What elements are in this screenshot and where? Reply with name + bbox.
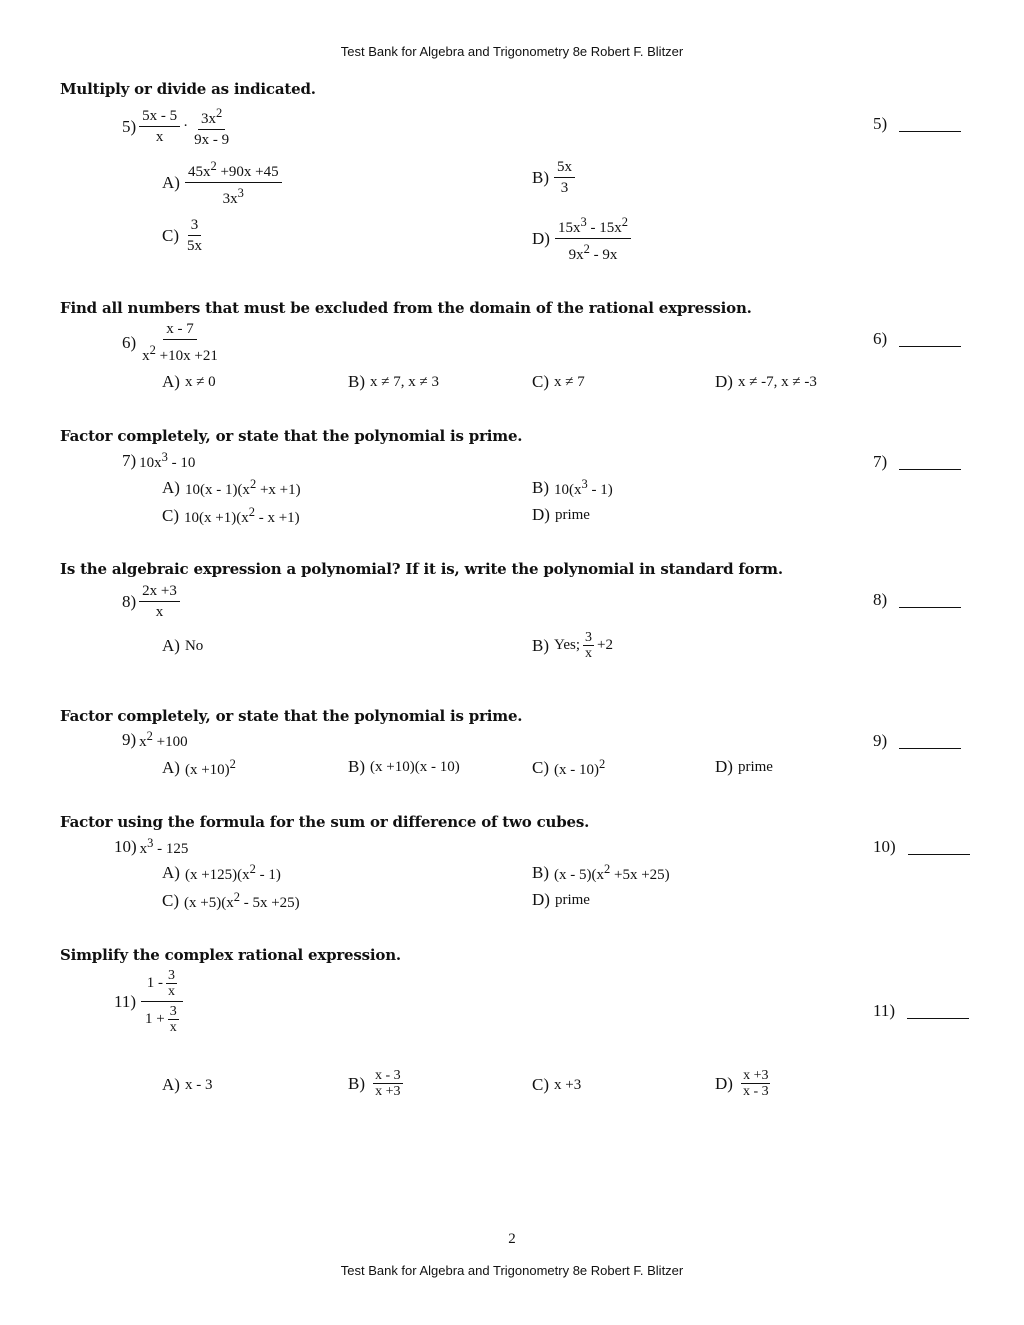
answer-blank-8[interactable]: 8) (873, 590, 961, 610)
option-5b[interactable] (532, 158, 575, 197)
section-instruction-q10: Factor using the formula for the sum or difference of two cubes. (60, 813, 590, 831)
multiply-dot: · (183, 118, 189, 134)
answer-blank-10[interactable]: 10) (873, 837, 970, 857)
section-instruction-q7: Factor completely, or state that the polynomial is prime. (60, 427, 523, 445)
option-9a[interactable]: A) $(x +10)^2$ (162, 757, 236, 778)
page-number: 2 (508, 1231, 516, 1247)
option-9d[interactable]: D) prime (715, 757, 773, 776)
option-10c[interactable]: C) $(x +5)(x^2 - 5x +25)$ (162, 890, 300, 911)
question-10: 10) $x^3 - 125$ (114, 836, 189, 857)
option-8b[interactable]: B) Yes; 3 x +2 (532, 630, 613, 661)
fraction: $\frac{45x^2 +90x +45}{3x^3}$ (185, 157, 282, 208)
numerator: 5x - 5 (139, 107, 180, 127)
option-11b[interactable]: B) x - 3 x +3 (348, 1068, 401, 1099)
question-6 (122, 320, 221, 365)
option-6d[interactable]: D) x ≠ -7, x ≠ -3 (715, 372, 817, 391)
question-5 (122, 104, 232, 149)
fraction: $\frac{15x^3 - 15x^2}{9x^2 - 9x}$ (555, 213, 631, 264)
fraction (191, 104, 232, 149)
option-7c[interactable]: C) $10(x +1)(x^2 - x +1)$ (162, 505, 300, 526)
option-9c[interactable]: C) (x - 10)$^2$ (532, 757, 606, 778)
option-7d[interactable]: D) prime (532, 505, 590, 524)
option-5d[interactable] (532, 213, 631, 264)
option-11d[interactable]: D) x +3 x - 3 (715, 1068, 769, 1099)
option-11a[interactable]: A) x - 3 (162, 1075, 213, 1094)
answer-blank-6[interactable]: 6) (873, 329, 961, 349)
option-7a[interactable]: A) $10(x - 1)(x^2 +x +1)$ (162, 477, 301, 498)
section-instruction-q8: Is the algebraic expression a polynomial? If it is, write the polynomial in standard form. (60, 560, 783, 578)
question-9: 9) $x^2 +100$ (122, 729, 188, 750)
page-header: Test Bank for Algebra and Trigonometry 8e Robert F. Blitzer (340, 44, 684, 59)
section-instruction-q9: Factor completely, or state that the polynomial is prime. (60, 707, 523, 725)
answer-blank-11[interactable]: 11) (873, 1001, 969, 1021)
option-6c[interactable]: C) x ≠ 7 (532, 372, 585, 391)
fraction: $\frac{x - 7}{x^2 +10x +21}$ (142, 321, 218, 364)
option-10a[interactable]: A) $(x +125)(x^2 - 1)$ (162, 862, 281, 883)
option-label: B) (532, 167, 549, 187)
question-11: 11) 1 - 3 x 1 + $\frac{3}{x}$ (114, 968, 185, 1035)
option-11c[interactable]: C) x +3 (532, 1075, 582, 1094)
question-number: 6) (122, 332, 137, 352)
answer-blank-9[interactable]: 9) (873, 731, 961, 751)
answer-blank-7[interactable]: 7) (873, 452, 961, 472)
question-7: 7) $10x^3 - 10$ (122, 450, 196, 471)
option-10b[interactable]: B) $(x - 5)(x^2 +5x +25)$ (532, 862, 670, 883)
answer-blank-5[interactable]: 5) (873, 114, 961, 134)
section-instruction-q5: Multiply or divide as indicated. (60, 80, 316, 98)
page-footer: Test Bank for Algebra and Trigonometry 8e Robert F. Blitzer (340, 1263, 684, 1278)
option-7b[interactable]: B) $10(x^3 - 1)$ (532, 477, 613, 498)
option-5a[interactable] (162, 157, 282, 208)
option-6b[interactable]: B) x ≠ 7, x ≠ 3 (348, 372, 439, 391)
numerator: $3x^2$ (198, 104, 225, 130)
question-number: 5) (122, 116, 137, 136)
fraction: $\frac{5x}{3}$ (554, 158, 575, 197)
option-label: D) (532, 228, 550, 248)
question-8: 8) $\frac{2x +3}{x}$ (122, 582, 180, 621)
option-9b[interactable]: B) (x +10)(x - 10) (348, 757, 460, 776)
denominator: x (155, 129, 164, 145)
option-label: A) (162, 172, 180, 192)
complex-fraction: 1 - 3 x 1 + $\frac{3}{x}$ (139, 968, 185, 1035)
option-6a[interactable]: A) x ≠ 0 (162, 372, 216, 391)
option-10d[interactable]: D) prime (532, 890, 590, 909)
section-instruction-q11: Simplify the complex rational expression. (60, 946, 401, 964)
option-5c[interactable] (162, 216, 205, 255)
section-instruction-q6: Find all numbers that must be excluded from the domain of the rational expression. (60, 299, 752, 317)
denominator: 9x - 9 (194, 132, 230, 148)
fraction: $\frac{3}{5x}$ (187, 217, 202, 254)
option-label: C) (162, 225, 179, 245)
option-8a[interactable]: A) No (162, 636, 204, 655)
fraction (139, 107, 180, 146)
